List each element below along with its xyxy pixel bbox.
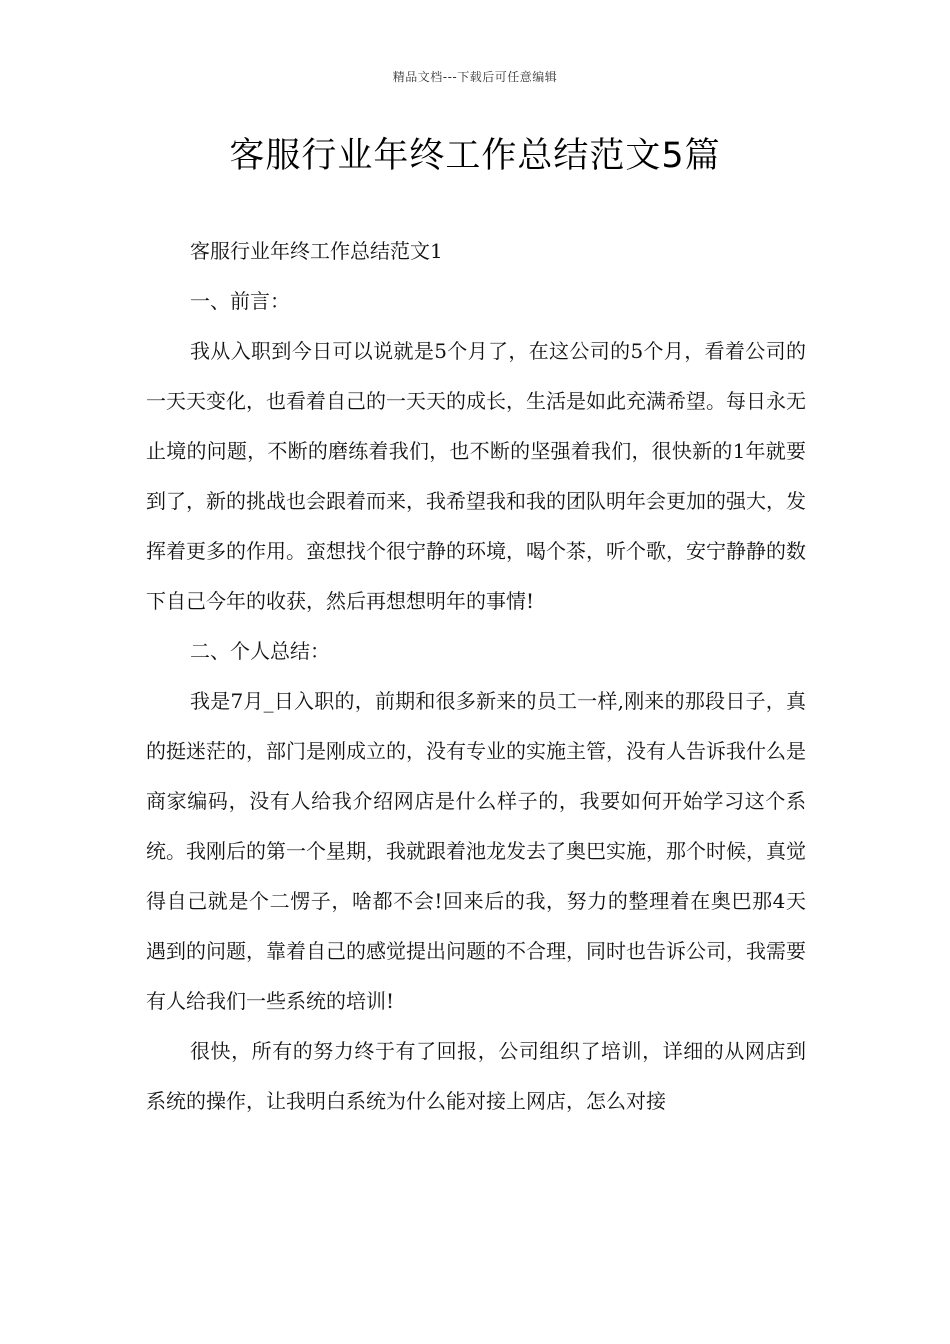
subsection-heading: 一、前言： bbox=[190, 289, 290, 313]
subsection-heading: 二、个人总结： bbox=[190, 639, 330, 663]
paragraph: 很快，所有的努力终于有了回报，公司组织了培训，详细的从网店到系统的操作，让我明白系统为什么能对接上网店，怎么对接 bbox=[146, 1039, 806, 1113]
section-heading: 客服行业年终工作总结范文1 bbox=[190, 239, 443, 263]
document-title: 客服行业年终工作总结范文5篇 bbox=[229, 136, 721, 176]
document-body bbox=[146, 226, 806, 1126]
paragraph: 我是7月_日入职的，前期和很多新来的员工一样,刚来的那段日子，真的挺迷茫的，部门是刚成立的，没有专业的实施主管，没有人告诉我什么是商家编码，没有人给我介绍网店是什么样子的，我要如何开始学习这个系统。我刚后的第一个星期，我就跟着池龙发去了奥巴实施，那个时候，真觉得自己就是个二愣子，啥都不会!回来后的我，努力的整理着在奥巴那4天遇到的问题，靠着自己的感觉提出问题的不合理，同时也告诉公司，我需要有人给我们一些系统的培训! bbox=[146, 689, 806, 1013]
paragraph: 我从入职到今日可以说就是5个月了，在这公司的5个月，看着公司的一天天变化，也看着自己的一天天的成长，生活是如此充满希望。每日永无止境的问题，不断的磨练着我们，也不断的坚强着我们，很快新的1年就要到了，新的挑战也会跟着而来，我希望我和我的团队明年会更加的强大，发挥着更多的作用。蛮想找个很宁静的环境，喝个茶，听个歌，安宁静静的数下自己今年的收获，然后再想想明年的事情! bbox=[146, 339, 806, 613]
header-note: 精品文档---下载后可任意编辑 bbox=[392, 70, 558, 84]
